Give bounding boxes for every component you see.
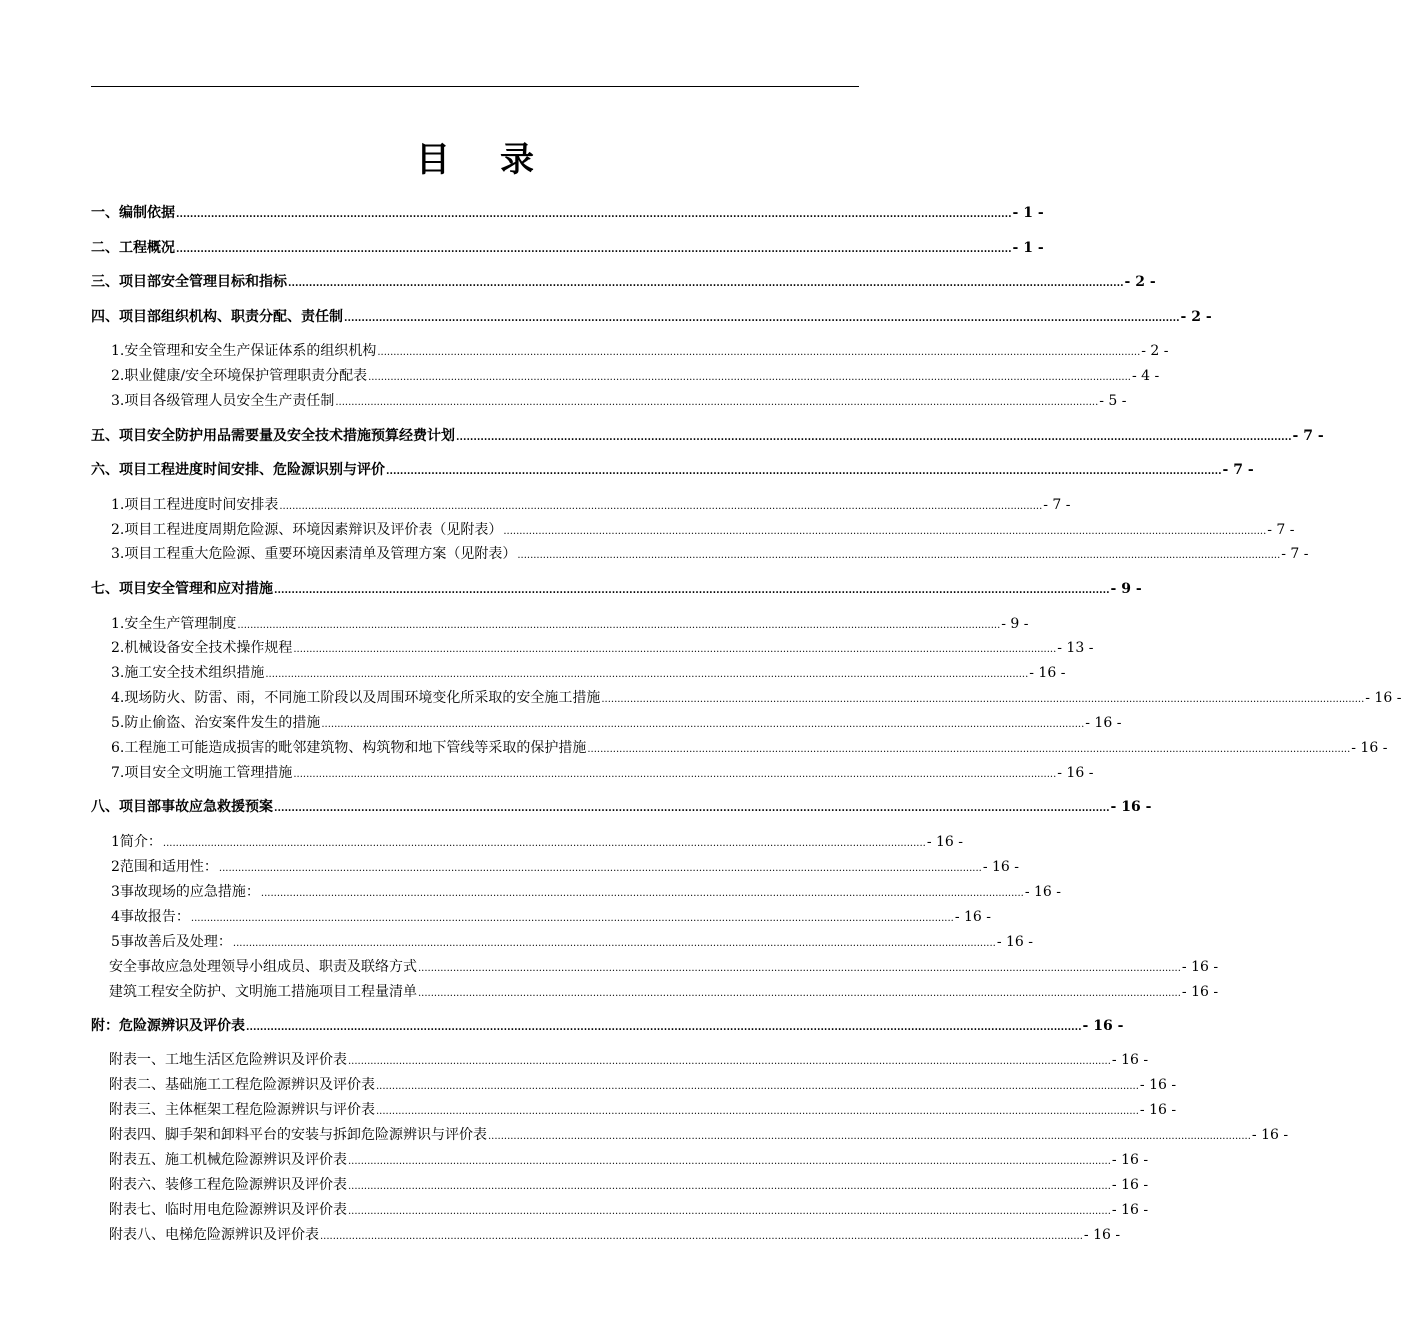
dot-leader: ................................................................................................................................................................................................................................................ — [386, 466, 1222, 477]
dot-leader: ................................................................................................................................................................................................................................................ — [246, 1022, 1082, 1033]
toc-page: - 7 - — [1222, 462, 1254, 478]
toc-label: 附表一、工地生活区危险辨识及评价表 — [109, 1052, 347, 1068]
toc-entry[interactable] — [91, 663, 1066, 683]
toc-page: - 16 - — [1365, 690, 1401, 706]
toc-entry[interactable] — [91, 272, 1156, 292]
dot-leader: ................................................................................................................................................................................................................................................ — [237, 620, 1001, 631]
toc-entry[interactable] — [91, 495, 1071, 515]
toc-label: 项目工程重大危险源、重要环境因素清单及管理方案（见附表） — [124, 546, 517, 562]
toc-number: 4. — [111, 690, 125, 706]
toc-number: 1. — [111, 616, 125, 632]
toc-entry[interactable] — [91, 203, 1044, 223]
toc-label: 事故报告： — [119, 909, 190, 925]
dot-leader: ................................................................................................................................................................................................................................................ — [517, 550, 1281, 561]
toc-label: 附表七、临时用电危险源辨识及评价表 — [109, 1202, 347, 1218]
toc-number: 7. — [111, 765, 125, 781]
dot-leader: ................................................................................................................................................................................................................................................ — [601, 694, 1365, 705]
toc-page: - 16 - — [982, 859, 1019, 875]
toc-label: 机械设备安全技术操作规程 — [124, 640, 293, 656]
toc-label: 防止偷盗、治安案件发生的措施 — [124, 715, 321, 731]
toc-page: - 1 - — [1012, 240, 1044, 256]
toc-page: - 16 - — [1111, 1177, 1149, 1193]
toc-page: - 16 - — [1029, 665, 1066, 681]
dot-leader: ................................................................................................................................................................................................................................................ — [344, 313, 1180, 324]
dot-leader: ................................................................................................................................................................................................................................................ — [376, 1106, 1139, 1117]
dot-leader: ................................................................................................................................................................................................................................................ — [190, 913, 954, 924]
toc-page: - 16 - — [1111, 1052, 1149, 1068]
dot-leader: ................................................................................................................................................................................................................................................ — [348, 1056, 1111, 1067]
toc-page: - 16 - — [1139, 1102, 1177, 1118]
toc-page: - 13 - — [1057, 640, 1094, 656]
toc-label: 范围和适用性： — [119, 859, 218, 875]
toc-entry[interactable] — [91, 1150, 1149, 1170]
toc-page: - 16 - — [1083, 1227, 1121, 1243]
toc-number: 2 — [111, 859, 120, 875]
toc-label: 六、项目工程进度时间安排、危险源识别与评价 — [91, 462, 385, 478]
toc-label: 事故现场的应急措施： — [119, 884, 260, 900]
toc-label: 安全管理和安全生产保证体系的组织机构 — [124, 343, 377, 359]
dot-leader: ................................................................................................................................................................................................................................................ — [162, 838, 926, 849]
dot-leader: ................................................................................................................................................................................................................................................ — [456, 432, 1292, 443]
toc-page: - 7 - — [1292, 428, 1324, 444]
toc-entry[interactable] — [91, 366, 1160, 386]
toc-number: 1 — [111, 834, 120, 850]
toc-entry[interactable] — [91, 1050, 1149, 1070]
toc-label: 建筑工程安全防护、文明施工措施项目工程量清单 — [109, 984, 417, 1000]
toc-entry[interactable] — [91, 1125, 1289, 1145]
toc-entry[interactable] — [91, 544, 1309, 564]
toc-page: - 16 - — [1111, 1202, 1149, 1218]
toc-entry[interactable] — [91, 882, 1061, 902]
dot-leader: ................................................................................................................................................................................................................................................ — [488, 1131, 1251, 1142]
toc-entry[interactable] — [91, 614, 1029, 634]
dot-leader: ................................................................................................................................................................................................................................................ — [321, 719, 1085, 730]
dot-leader: ................................................................................................................................................................................................................................................ — [279, 501, 1043, 512]
toc-number: 5 — [111, 934, 120, 950]
toc-page: - 16 - — [1181, 984, 1219, 1000]
dot-leader: ................................................................................................................................................................................................................................................ — [293, 769, 1057, 780]
toc-entry[interactable] — [91, 688, 1401, 708]
toc-entry[interactable] — [91, 579, 1142, 599]
dot-leader: ................................................................................................................................................................................................................................................ — [335, 397, 1099, 408]
toc-label: 四、项目部组织机构、职责分配、责任制 — [91, 309, 343, 325]
toc-number: 6. — [111, 740, 125, 756]
toc-page: - 2 - — [1180, 309, 1212, 325]
toc-page: - 9 - — [1001, 616, 1029, 632]
toc-label: 三、项目部安全管理目标和指标 — [91, 274, 287, 290]
dot-leader: ................................................................................................................................................................................................................................................ — [218, 863, 982, 874]
toc-page: - 16 - — [954, 909, 991, 925]
toc-page: - 16 - — [1057, 765, 1094, 781]
dot-leader: ................................................................................................................................................................................................................................................ — [265, 669, 1029, 680]
dot-leader: ................................................................................................................................................................................................................................................ — [260, 888, 1024, 899]
dot-leader: ................................................................................................................................................................................................................................................ — [176, 209, 1012, 220]
toc-entry[interactable] — [91, 638, 1094, 658]
dot-leader: ................................................................................................................................................................................................................................................ — [418, 963, 1181, 974]
toc-page: - 2 - — [1141, 343, 1169, 359]
dot-leader: ................................................................................................................................................................................................................................................ — [377, 347, 1141, 358]
toc-entry[interactable] — [91, 832, 963, 852]
toc-number: 3 — [111, 884, 120, 900]
dot-leader: ................................................................................................................................................................................................................................................ — [274, 803, 1110, 814]
toc-page: - 7 - — [1281, 546, 1309, 562]
toc-label: 事故善后及处理： — [119, 934, 232, 950]
title-char-2: 录 — [500, 140, 534, 180]
toc-number: 3. — [111, 546, 125, 562]
toc-number: 1. — [111, 497, 125, 513]
toc-label: 施工安全技术组织措施 — [124, 665, 265, 681]
toc-entry[interactable] — [91, 1225, 1121, 1245]
toc-number: 3. — [111, 665, 125, 681]
toc-number: 4 — [111, 909, 120, 925]
header-rule — [91, 86, 859, 87]
toc-page: - 4 - — [1131, 368, 1160, 384]
toc-entry[interactable] — [91, 1175, 1149, 1195]
toc-entry[interactable] — [91, 307, 1212, 327]
toc-entry[interactable] — [91, 982, 1219, 1002]
toc-entry[interactable] — [91, 738, 1388, 758]
toc-label: 附表五、施工机械危险源辨识及评价表 — [109, 1152, 347, 1168]
toc-page: - 16 - — [1082, 1018, 1124, 1034]
dot-leader: ................................................................................................................................................................................................................................................ — [348, 1156, 1111, 1167]
toc-entry[interactable] — [91, 520, 1295, 540]
toc-entry[interactable] — [91, 391, 1127, 411]
dot-leader: ................................................................................................................................................................................................................................................ — [320, 1231, 1083, 1242]
toc-label: 安全事故应急处理领导小组成员、职责及联络方式 — [109, 959, 417, 975]
dot-leader: ................................................................................................................................................................................................................................................ — [176, 244, 1012, 255]
toc-label: 一、编制依据 — [91, 205, 175, 221]
dot-leader: ................................................................................................................................................................................................................................................ — [293, 644, 1057, 655]
toc-number: 2. — [111, 522, 125, 538]
toc-label: 五、项目安全防护用品需要量及安全技术措施预算经费计划 — [91, 428, 455, 444]
toc-label: 职业健康/安全环境保护管理职责分配表 — [124, 368, 368, 384]
toc-entry[interactable] — [91, 238, 1044, 258]
toc-page: - 16 - — [1085, 715, 1122, 731]
toc-label: 附表六、装修工程危险源辨识及评价表 — [109, 1177, 347, 1193]
toc-entry[interactable] — [91, 797, 1152, 817]
toc-label: 附表八、电梯危险源辨识及评价表 — [109, 1227, 319, 1243]
toc-entry[interactable] — [91, 713, 1122, 733]
toc-number: 2. — [111, 368, 125, 384]
toc-entry[interactable] — [91, 763, 1094, 783]
dot-leader: ................................................................................................................................................................................................................................................ — [232, 938, 996, 949]
toc-entry[interactable] — [91, 1016, 1124, 1036]
toc-page: - 16 - — [1181, 959, 1219, 975]
toc-label: 附表四、脚手架和卸料平台的安装与拆卸危险源辨识与评价表 — [109, 1127, 487, 1143]
toc-page: - 16 - — [1351, 740, 1388, 756]
toc-entry[interactable] — [91, 1075, 1177, 1095]
toc-label: 项目工程进度时间安排表 — [124, 497, 279, 513]
toc-label: 现场防火、防雷、雨，不同施工阶段以及周围环境变化所采取的安全施工措施 — [124, 690, 601, 706]
toc-label: 附表二、基础施工工程危险源辨识及评价表 — [109, 1077, 375, 1093]
toc-label: 七、项目安全管理和应对措施 — [91, 581, 273, 597]
title-char-1: 目 — [416, 140, 450, 180]
toc-entry[interactable] — [91, 460, 1254, 480]
toc-label: 八、项目部事故应急救援预案 — [91, 799, 273, 815]
dot-leader: ................................................................................................................................................................................................................................................ — [368, 372, 1131, 383]
toc-number: 2. — [111, 640, 125, 656]
toc-entry[interactable] — [91, 957, 1219, 977]
toc-entry[interactable] — [91, 907, 991, 927]
toc-label: 项目工程进度周期危险源、环境因素辩识及评价表（见附表） — [124, 522, 503, 538]
toc-number: 1. — [111, 343, 125, 359]
toc-label: 二、工程概况 — [91, 240, 175, 256]
toc-page: - 2 - — [1124, 274, 1156, 290]
toc-page: - 16 - — [1139, 1077, 1177, 1093]
dot-leader: ................................................................................................................................................................................................................................................ — [587, 744, 1351, 755]
toc-entry[interactable] — [91, 1200, 1149, 1220]
toc-page: - 7 - — [1267, 522, 1295, 538]
dot-leader: ................................................................................................................................................................................................................................................ — [274, 585, 1110, 596]
toc-label: 项目各级管理人员安全生产责任制 — [124, 393, 335, 409]
toc-number: 3. — [111, 393, 125, 409]
toc-label: 工程施工可能造成损害的毗邻建筑物、构筑物和地下管线等采取的保护措施 — [124, 740, 587, 756]
toc-page: - 16 - — [1111, 1152, 1149, 1168]
page-title — [91, 132, 859, 182]
toc-page: - 16 - — [1024, 884, 1061, 900]
toc-page: - 16 - — [996, 934, 1033, 950]
dot-leader: ................................................................................................................................................................................................................................................ — [348, 1206, 1111, 1217]
toc-page: - 5 - — [1099, 393, 1127, 409]
toc-entry[interactable] — [91, 932, 1033, 952]
toc-label: 简介： — [119, 834, 162, 850]
toc-entry[interactable] — [91, 341, 1169, 361]
dot-leader: ................................................................................................................................................................................................................................................ — [288, 278, 1124, 289]
toc-entry[interactable] — [91, 1100, 1177, 1120]
toc-entry[interactable] — [91, 857, 1019, 877]
dot-leader: ................................................................................................................................................................................................................................................ — [376, 1081, 1139, 1092]
dot-leader: ................................................................................................................................................................................................................................................ — [418, 988, 1181, 999]
toc-label: 安全生产管理制度 — [124, 616, 237, 632]
toc-number: 5. — [111, 715, 125, 731]
toc-label: 附表三、主体框架工程危险源辨识与评价表 — [109, 1102, 375, 1118]
toc-label: 项目安全文明施工管理措施 — [124, 765, 293, 781]
toc-label: 附：危险源辨识及评价表 — [91, 1018, 245, 1034]
toc-page: - 9 - — [1110, 581, 1142, 597]
toc-page: - 16 - — [926, 834, 963, 850]
toc-page: - 7 - — [1043, 497, 1071, 513]
dot-leader: ................................................................................................................................................................................................................................................ — [503, 526, 1267, 537]
toc-page: - 16 - — [1251, 1127, 1289, 1143]
toc-page: - 16 - — [1110, 799, 1152, 815]
toc-page: - 1 - — [1012, 205, 1044, 221]
toc-entry[interactable] — [91, 426, 1324, 446]
dot-leader: ................................................................................................................................................................................................................................................ — [348, 1181, 1111, 1192]
